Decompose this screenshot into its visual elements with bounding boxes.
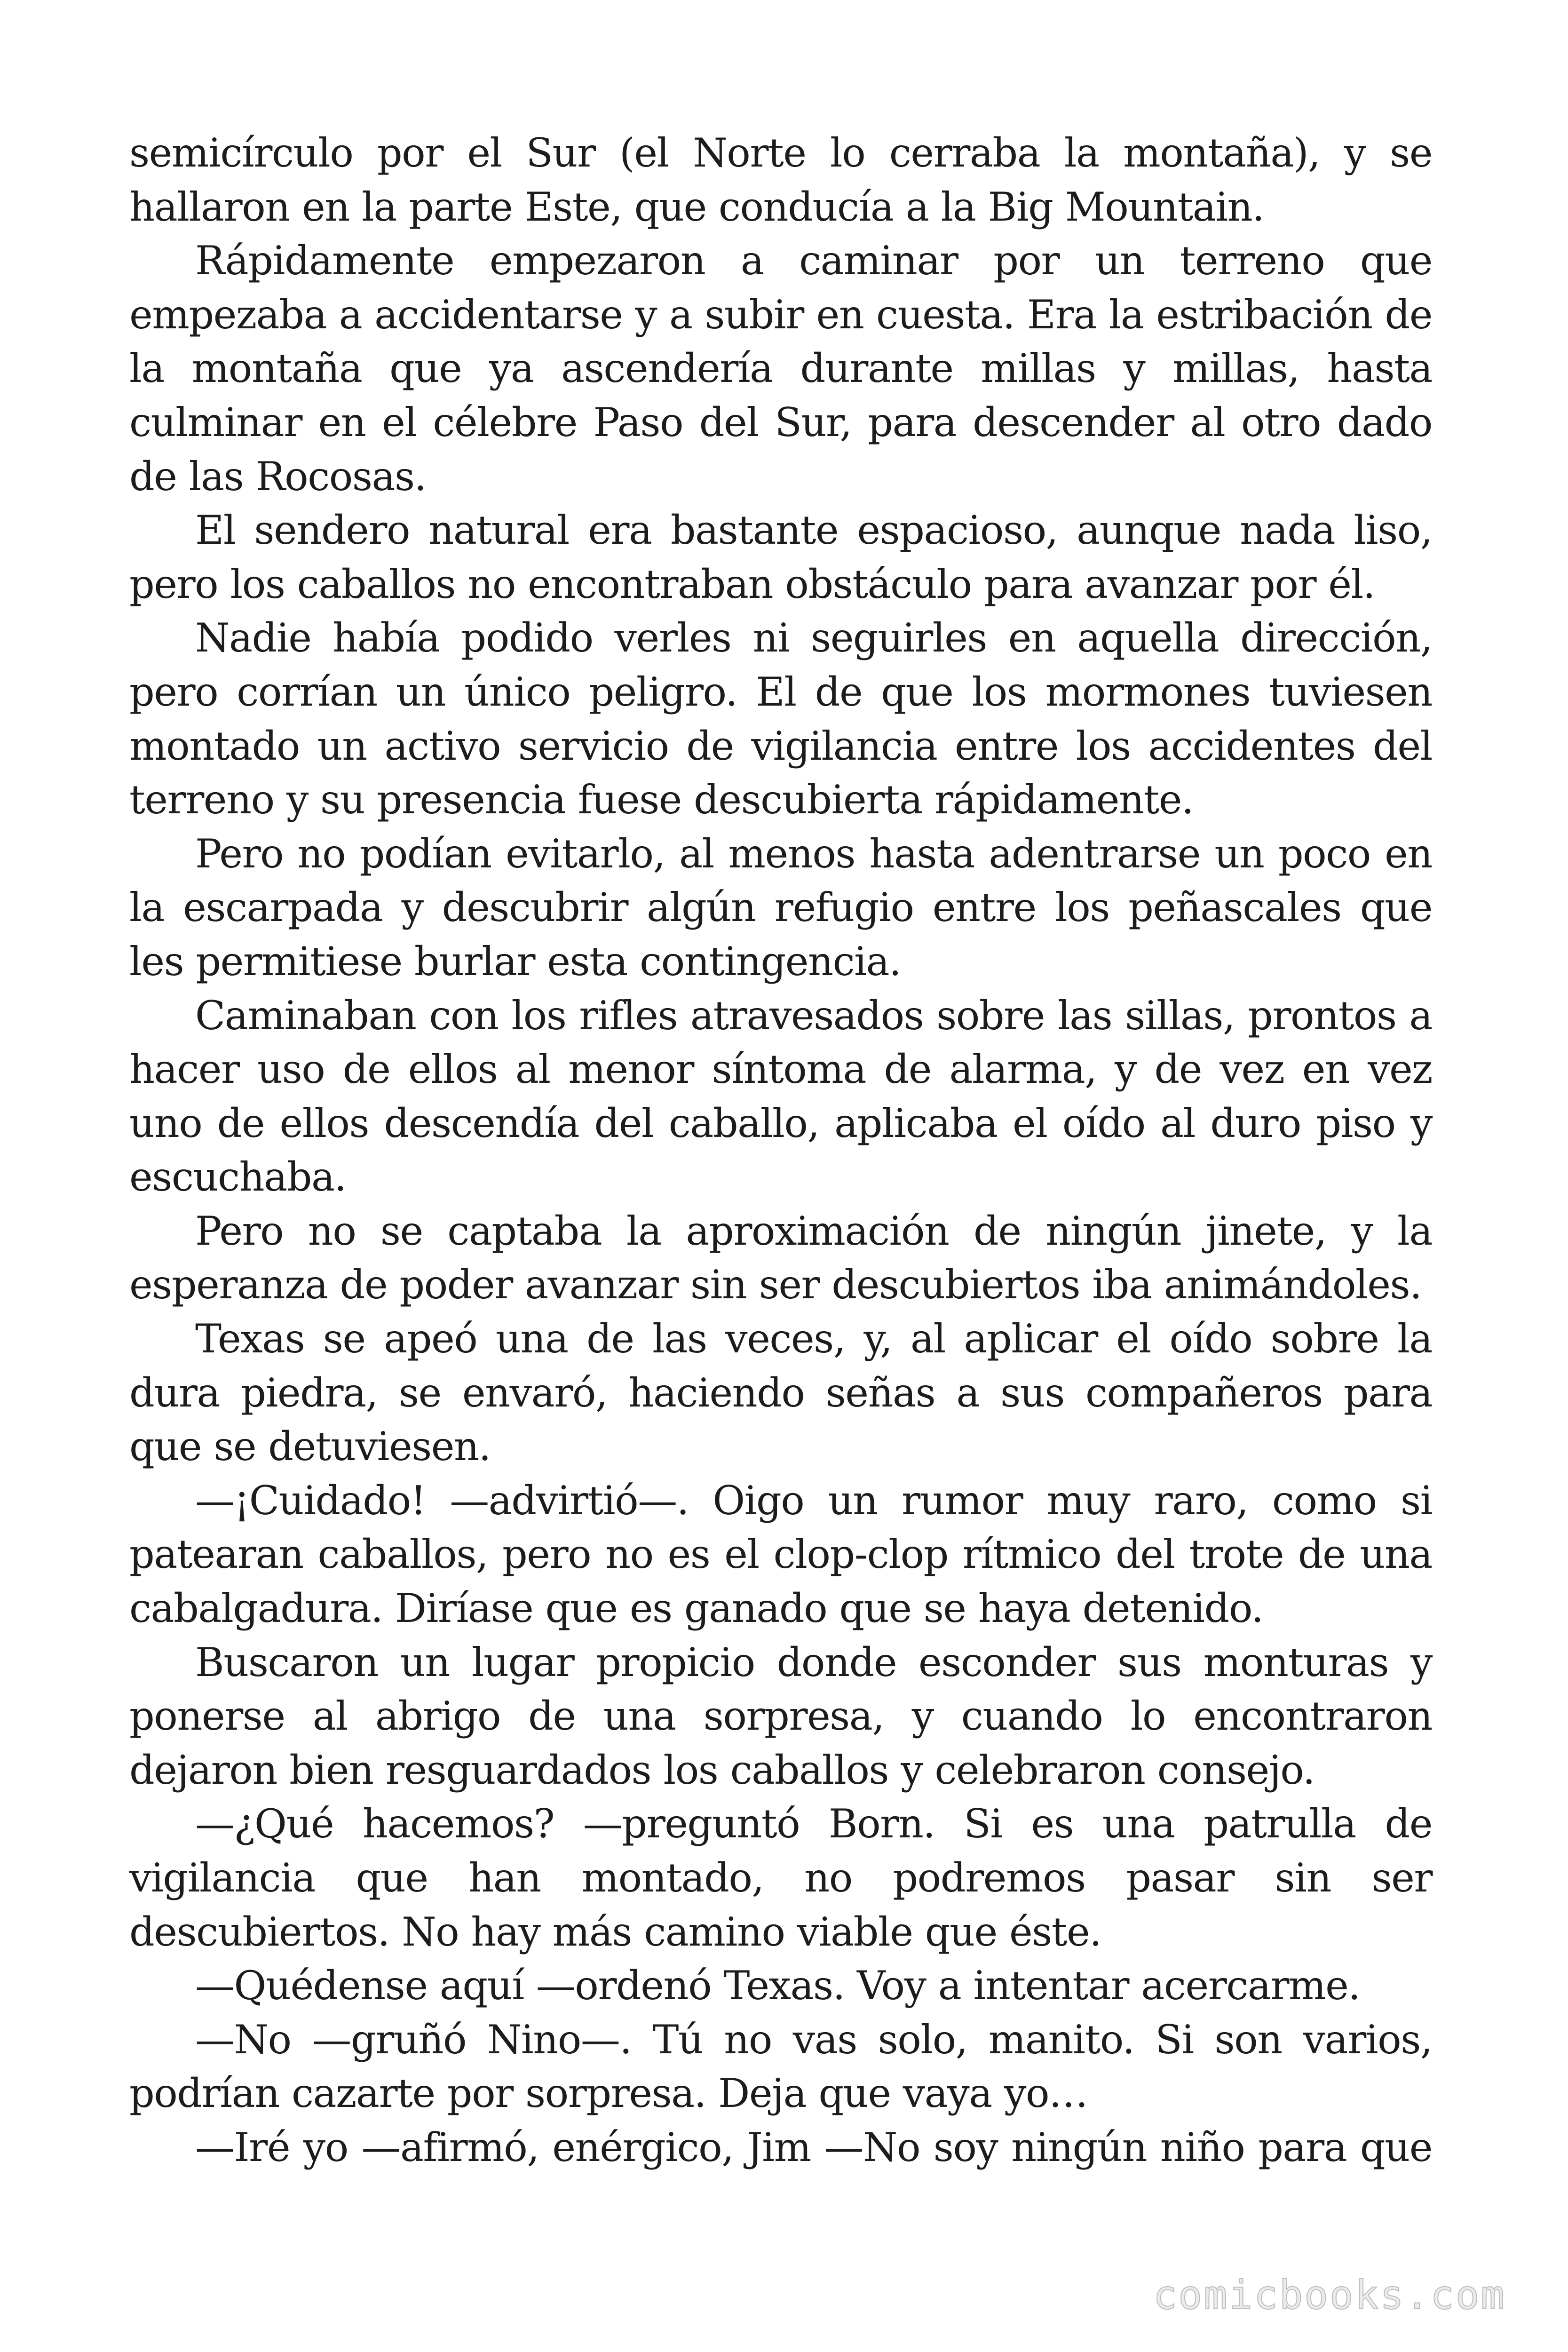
page-text (129, 126, 1432, 2175)
paragraph-1: semicírculo por el Sur (el Norte lo cerraba la montaña), y se hallaron en la parte Este, que conducía a la Big Mountain. (129, 130, 1432, 230)
paragraph-14: —Iré yo —afirmó, enérgico, Jim —No soy ningún niño para que (195, 2124, 1432, 2170)
paragraph-4: Nadie había podido verles ni seguirles en aquella dirección, pero corrían un único peligro. El de que los mormones tuviesen montado un activo servicio de vigilancia entre los accidentes del terreno y su presencia fuese descubierta rápidamente. (129, 615, 1432, 823)
watermark: comicbooks.com (1153, 2272, 1506, 2318)
paragraph-8: Texas se apeó una de las veces, y, al aplicar el oído sobre la dura piedra, se envaró, haciendo señas a sus compañeros para que se detuviesen. (129, 1316, 1432, 1470)
paragraph-6: Caminaban con los rifles atravesados sobre las sillas, prontos a hacer uso de ellos al menor síntoma de alarma, y de vez en vez uno de ellos descendía del caballo, aplicaba el oído al duro piso y escuchaba. (129, 992, 1432, 1200)
paragraph-10: Buscaron un lugar propicio donde esconder sus monturas y ponerse al abrigo de una sorpresa, y cuando lo encontraron dejaron bien resguardados los caballos y celebraron consejo. (129, 1639, 1432, 1793)
paragraph-11: —¿Qué hacemos? —preguntó Born. Si es una patrulla de vigilancia que han montado, no podremos pasar sin ser descubiertos. No hay más camino viable que éste. (129, 1801, 1432, 1955)
paragraph-13: —No —gruñó Nino—. Tú no vas solo, manito. Si son varios, podrían cazarte por sorpresa. Deja que vaya yo… (129, 2016, 1432, 2117)
paragraph-3: El sendero natural era bastante espacioso, aunque nada liso, pero los caballos no encontraban obstáculo para avanzar por él. (129, 507, 1432, 607)
paragraph-7: Pero no se captaba la aproximación de ningún jinete, y la esperanza de poder avanzar sin ser descubiertos iba animándoles. (129, 1208, 1432, 1308)
paragraph-12: —Quédense aquí —ordenó Texas. Voy a intentar acercarme. (195, 1963, 1360, 2009)
paragraph-5: Pero no podían evitarlo, al menos hasta adentrarse un poco en la escarpada y descubrir algún refugio entre los peñascales que les permitiese burlar esta contingencia. (129, 830, 1432, 985)
paragraph-2: Rápidamente empezaron a caminar por un terreno que empezaba a accidentarse y a subir en cuesta. Era la estribación de la montaña que ya ascendería durante millas y millas, hasta culminar en el célebre Paso del Sur, para descender al otro dado de las Rocosas. (129, 238, 1432, 500)
paragraph-9: —¡Cuidado! —advirtió—. Oigo un rumor muy raro, como si patearan caballos, pero no es el clop-clop rítmico del trote de una cabalgadura. Diríase que es ganado que se haya detenido. (129, 1477, 1432, 1632)
